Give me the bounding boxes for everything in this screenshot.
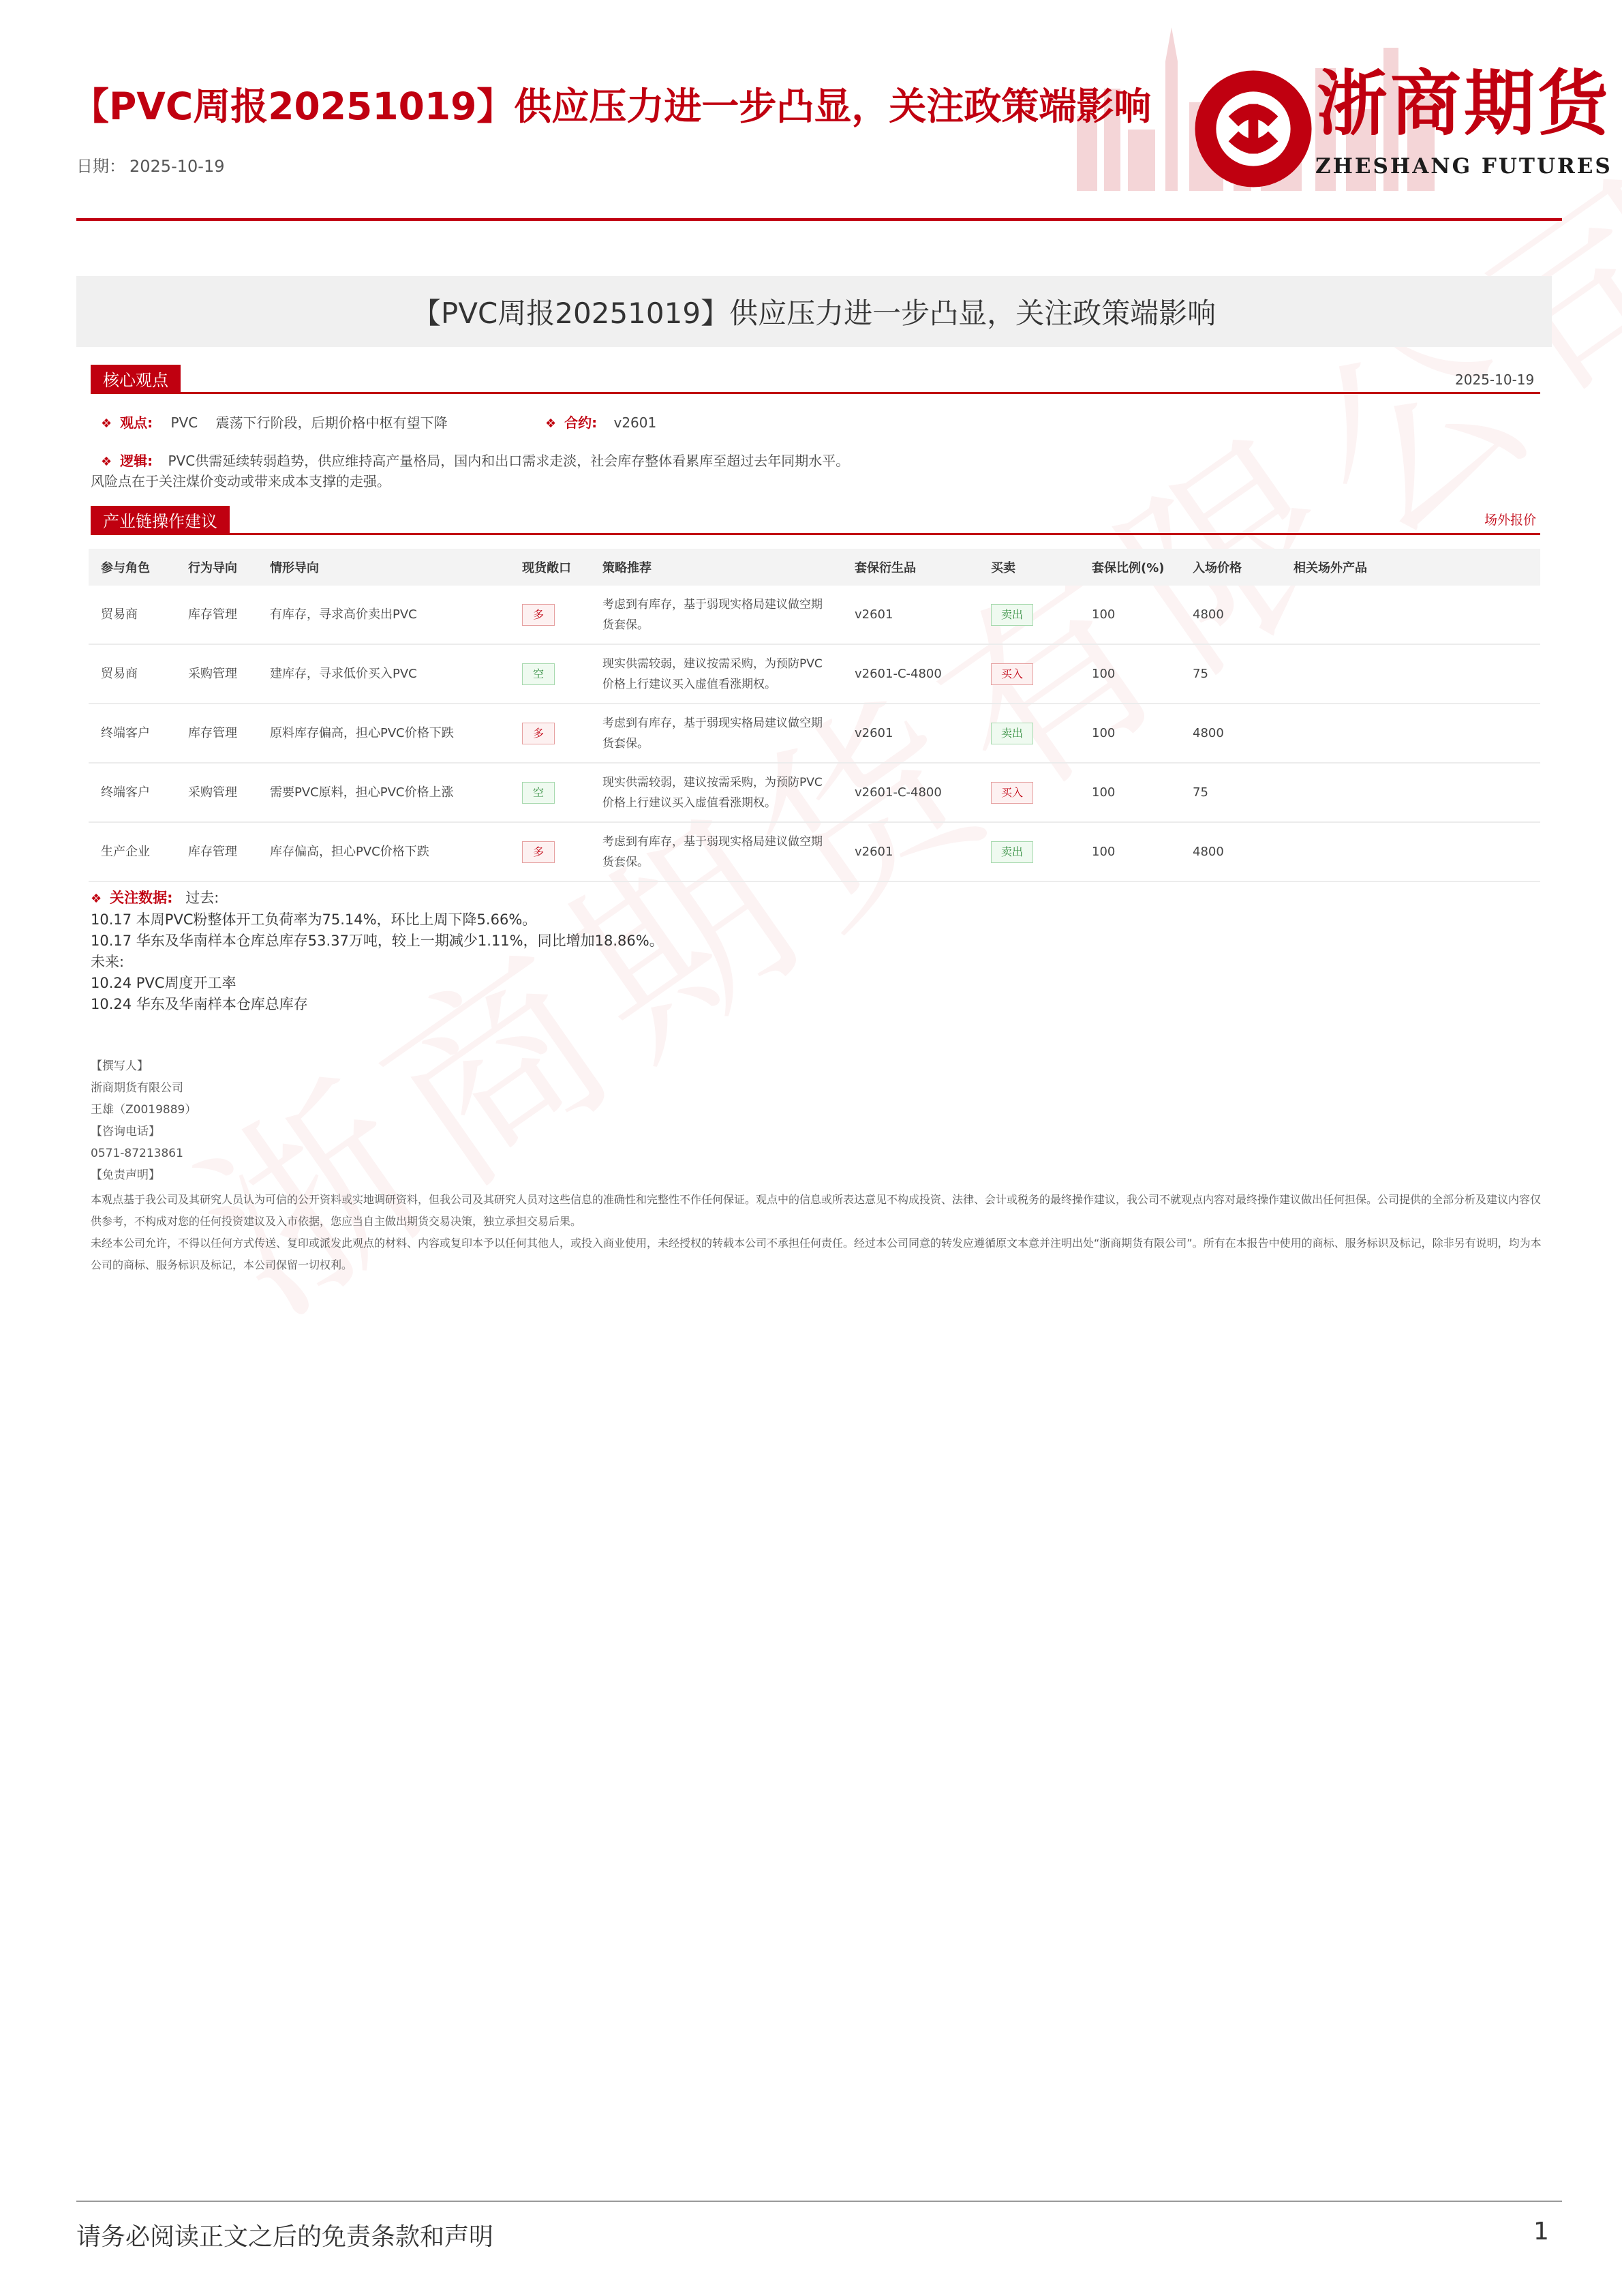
col-header: 情形导向	[258, 549, 510, 586]
footer-divider	[76, 2201, 1562, 2202]
future-item: 10.24 PVC周度开工率	[91, 975, 236, 991]
disclaimer-label: 【免责声明】	[91, 1168, 160, 1182]
derivative-cell: v2601-C-4800	[842, 763, 979, 822]
side-cell	[979, 644, 1080, 704]
table-row	[89, 644, 1540, 704]
col-header: 套保衍生品	[842, 549, 979, 586]
zheshang-logo-icon	[1191, 67, 1315, 191]
view-text: 震荡下行阶段，后期价格中枢有望下降	[215, 414, 448, 431]
col-header: 现货敞口	[510, 549, 590, 586]
exposure-cell	[510, 586, 590, 644]
table-row	[89, 586, 1540, 644]
logic-row	[101, 450, 849, 470]
derivative-cell: v2601-C-4800	[842, 644, 979, 704]
exposure-cell	[510, 704, 590, 763]
ratio-cell: 100	[1080, 822, 1180, 881]
past-item: 10.17 华东及华南样本仓库总库存53.37万吨，较上一期减少1.11%，同比增加18.86%。	[91, 933, 664, 949]
ratio-cell: 100	[1080, 704, 1180, 763]
role-cell: 生产企业	[89, 822, 176, 881]
footer-note: 请务必阅读正文之后的免责条款和声明	[76, 2223, 494, 2251]
scenario-cell: 原料库存偏高，担心PVC价格下跌	[258, 704, 510, 763]
ops-divider	[91, 533, 1540, 535]
scenario-cell: 需要PVC原料，担心PVC价格上涨	[258, 763, 510, 822]
otc-quote-link[interactable]: 场外报价	[1484, 513, 1537, 528]
contract-label: 合约:	[564, 414, 598, 431]
strategy-cell: 考虑到有库存，基于弱现实格局建议做空期货套保。	[590, 586, 842, 644]
role-cell: 终端客户	[89, 763, 176, 822]
view-label: 观点:	[120, 414, 153, 431]
otc-cell	[1281, 763, 1540, 822]
phone-number: 0571-87213861	[91, 1147, 183, 1160]
price-cell: 4800	[1180, 822, 1281, 881]
ratio-cell: 100	[1080, 644, 1180, 704]
focus-data-section	[91, 888, 664, 1015]
derivative-cell: v2601	[842, 822, 979, 881]
price-cell: 75	[1180, 644, 1281, 704]
ratio-cell: 100	[1080, 763, 1180, 822]
strategy-cell: 现实供需较弱，建议按需采购，为预防PVC价格上行建议买入虚值看涨期权。	[590, 644, 842, 704]
behavior-cell: 库存管理	[176, 586, 258, 644]
otc-cell	[1281, 644, 1540, 704]
table-row	[89, 763, 1540, 822]
page-number: 1	[1533, 2218, 1549, 2246]
logo-cn: 浙商期货	[1317, 62, 1612, 145]
bullet-icon: ❖	[101, 417, 112, 431]
otc-cell	[1281, 704, 1540, 763]
otc-cell	[1281, 822, 1540, 881]
role-cell: 贸易商	[89, 586, 176, 644]
bullet-icon: ❖	[101, 455, 112, 469]
disclaimer-section	[91, 1189, 1542, 1276]
exposure-badge: 多	[522, 604, 555, 626]
behavior-cell: 采购管理	[176, 644, 258, 704]
contract-row	[545, 412, 656, 432]
exposure-badge: 空	[522, 782, 555, 804]
date-value: 2025-10-19	[129, 157, 225, 176]
side-cell	[979, 586, 1080, 644]
scenario-cell: 库存偏高，担心PVC价格下跌	[258, 822, 510, 881]
table-header-row	[89, 549, 1540, 586]
date-label: 日期：	[76, 157, 125, 176]
contract-value: v2601	[613, 414, 657, 431]
exposure-badge: 多	[522, 841, 555, 863]
logic-text: PVC供需延续转弱趋势，供应维持高产量格局，国内和出口需求走淡，社会库存整体看累库至超过去年同期水平。	[168, 453, 850, 469]
focus-header	[91, 888, 664, 909]
table-row	[89, 704, 1540, 763]
col-header: 入场价格	[1180, 549, 1281, 586]
side-badge: 买入	[991, 663, 1033, 685]
price-cell: 4800	[1180, 586, 1281, 644]
report-date	[76, 153, 228, 177]
behavior-cell: 库存管理	[176, 704, 258, 763]
col-header: 策略推荐	[590, 549, 842, 586]
side-badge: 卖出	[991, 841, 1033, 863]
report-header-title: 【PVC周报20251019】供应压力进一步凸显，关注政策端影响	[72, 85, 1152, 128]
risk-text: 风险点在于关注煤价变动或带来成本支撑的走强。	[91, 473, 391, 489]
exposure-badge: 多	[522, 723, 555, 744]
side-cell	[979, 822, 1080, 881]
side-cell	[979, 704, 1080, 763]
col-header: 参与角色	[89, 549, 176, 586]
view-row	[101, 412, 448, 432]
future-item: 10.24 华东及华南样本仓库总库存	[91, 996, 308, 1012]
exposure-cell	[510, 644, 590, 704]
strategy-cell: 考虑到有库存，基于弱现实格局建议做空期货套保。	[590, 822, 842, 881]
strategy-cell: 考虑到有库存，基于弱现实格局建议做空期货套保。	[590, 704, 842, 763]
ops-table	[89, 549, 1540, 882]
ratio-cell: 100	[1080, 586, 1180, 644]
otc-cell	[1281, 586, 1540, 644]
view-product: PVC	[170, 414, 198, 431]
exposure-badge: 空	[522, 663, 555, 685]
price-cell: 4800	[1180, 704, 1281, 763]
side-cell	[979, 763, 1080, 822]
col-header: 套保比例(%)	[1080, 549, 1180, 586]
side-badge: 卖出	[991, 723, 1033, 744]
core-view-tab: 核心观点	[91, 365, 181, 392]
ops-tab: 产业链操作建议	[91, 506, 230, 533]
core-view-date: 2025-10-19	[1455, 372, 1535, 388]
report-banner-title: 【PVC周报20251019】供应压力进一步凸显，关注政策端影响	[76, 276, 1552, 347]
scenario-cell: 建库存，寻求低价买入PVC	[258, 644, 510, 704]
behavior-cell: 采购管理	[176, 763, 258, 822]
disclaimer-paragraph: 本观点基于我公司及其研究人员认为可信的公开资料或实地调研资料，但我公司及其研究人员对这些信息的准确性和完整性不作任何保证。观点中的信息或所表达意见不构成投资、法律、会计或税务的最终操作建议，我公司不就观点内容对最终操作建议做出任何担保。公司提供的全部分析及建议内容仅供参考，不构成对您的任何投资建议及入市依据，您应当自主做出期货交易决策，独立承担交易后果。	[91, 1193, 1542, 1228]
past-item: 10.17 本周PVC粉整体开工负荷率为75.14%，环比上周下降5.66%。	[91, 911, 537, 928]
price-cell: 75	[1180, 763, 1281, 822]
strategy-cell: 现实供需较弱，建议按需采购，为预防PVC价格上行建议买入虚值看涨期权。	[590, 763, 842, 822]
exposure-cell	[510, 822, 590, 881]
side-badge: 买入	[991, 782, 1033, 804]
company-name: 浙商期货有限公司	[91, 1081, 183, 1095]
future-label: 未来:	[91, 954, 125, 970]
side-badge: 卖出	[991, 604, 1033, 626]
disclaimer-paragraph: 未经本公司允许，不得以任何方式传送、复印或派发此观点的材料、内容或复印本予以任何其他人，或投入商业使用，未经授权的转载本公司不承担任何责任。经过本公司同意的转发应遵循原文本意并注明出处“浙商期货有限公司”。所有在本报告中使用的商标、服务标识及标记，除非另有说明，均为本公司的商标、服务标识及标记，本公司保留一切权利。	[91, 1237, 1542, 1271]
scenario-cell: 有库存，寻求高价卖出PVC	[258, 586, 510, 644]
role-cell: 贸易商	[89, 644, 176, 704]
focus-label: 关注数据:	[110, 890, 173, 906]
phone-label: 【咨询电话】	[91, 1125, 160, 1138]
logic-label: 逻辑:	[120, 453, 153, 469]
col-header: 买卖	[979, 549, 1080, 586]
bullet-icon: ❖	[91, 892, 102, 906]
header-divider	[76, 218, 1562, 221]
core-view-divider	[91, 392, 1540, 394]
author-section	[91, 1055, 196, 1186]
table-row	[89, 822, 1540, 881]
past-label: 过去:	[185, 890, 219, 906]
author-name: 王雄（Z0019889）	[91, 1103, 197, 1117]
writer-label: 【撰写人】	[91, 1059, 149, 1073]
derivative-cell: v2601	[842, 704, 979, 763]
role-cell: 终端客户	[89, 704, 176, 763]
col-header: 相关场外产品	[1281, 549, 1540, 586]
exposure-cell	[510, 763, 590, 822]
col-header: 行为导向	[176, 549, 258, 586]
derivative-cell: v2601	[842, 586, 979, 644]
bullet-icon: ❖	[545, 417, 557, 431]
logo-en: ZHESHANG FUTURES	[1315, 154, 1612, 179]
behavior-cell: 库存管理	[176, 822, 258, 881]
